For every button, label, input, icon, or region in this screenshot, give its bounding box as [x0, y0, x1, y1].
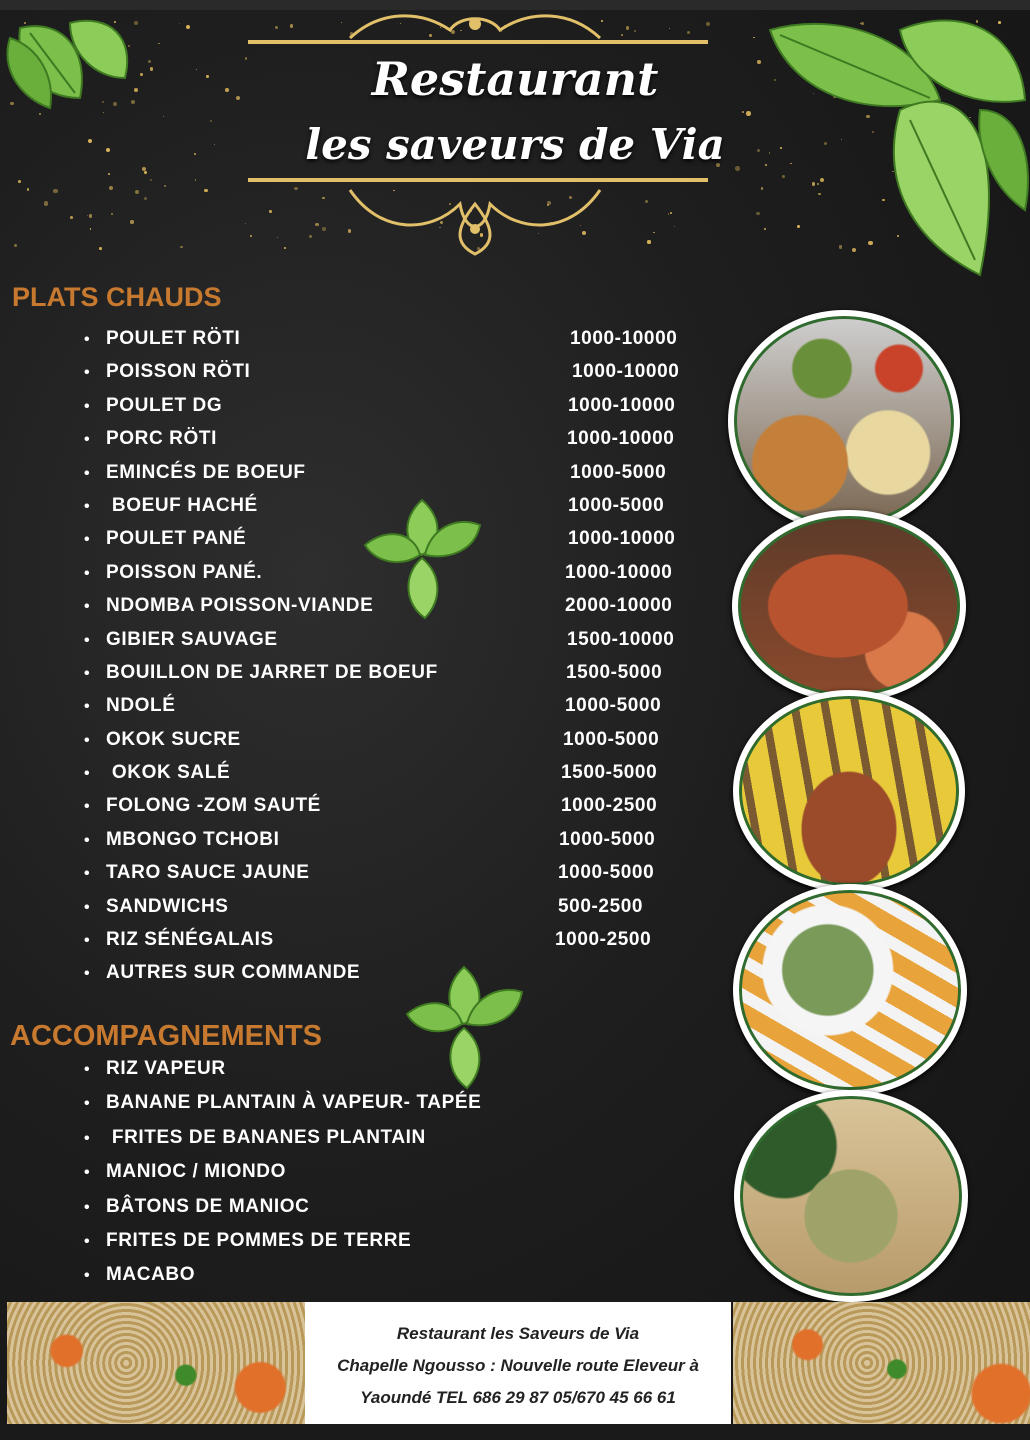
bullet-dot-icon: •	[84, 731, 91, 749]
accompagnement-name: BÂTONS DE MANIOC	[106, 1195, 310, 1217]
menu-item-name: AUTRES SUR COMMANDE	[106, 962, 361, 984]
footer-contact	[305, 1302, 731, 1424]
menu-item-name: OKOK SALÉ	[106, 762, 231, 784]
menu-item-name: SANDWICHS	[106, 895, 229, 917]
bullet-dot-icon: •	[84, 1232, 91, 1250]
sparkle-dot	[647, 240, 650, 243]
footer-photo-rice-left	[7, 1302, 305, 1424]
menu-item-name: POULET DG	[106, 394, 223, 416]
bullet-dot-icon: •	[84, 1267, 91, 1285]
bullet-dot-icon: •	[84, 664, 91, 682]
sparkle-dot	[204, 189, 207, 192]
footer-address: Chapelle Ngousso : Nouvelle route Eleveur à	[337, 1356, 699, 1375]
menu-item-name: GIBIER SAUVAGE	[106, 628, 278, 650]
gold-flourish-icon	[340, 184, 610, 256]
sparkle-dot	[669, 28, 670, 29]
sparkle-dot	[130, 220, 133, 223]
bullet-dot-icon: •	[84, 865, 91, 883]
accompagnement-item	[84, 1052, 481, 1086]
menu-item	[84, 656, 663, 689]
menu-item-name: BOEUF HACHÉ	[106, 494, 258, 516]
menu-item	[84, 689, 662, 722]
sparkle-dot	[99, 247, 102, 250]
menu-item	[84, 956, 438, 989]
bullet-dot-icon: •	[84, 364, 91, 382]
bullet-dot-icon: •	[84, 898, 91, 916]
sparkle-dot	[164, 185, 166, 187]
bullet-dot-icon: •	[84, 932, 91, 950]
top-border	[0, 0, 1030, 10]
bullet-dot-icon: •	[84, 965, 91, 983]
gold-flourish-icon	[340, 10, 610, 42]
plats-chauds-list	[84, 322, 680, 990]
menu-item-name: OKOK SUCRE	[106, 728, 241, 750]
sparkle-dot	[670, 212, 672, 214]
bullet-dot-icon: •	[84, 598, 91, 616]
menu-item-price: 1500-10000	[567, 628, 675, 650]
menu-item-price: 1000-5000	[559, 828, 656, 850]
menu-item-price: 1000-10000	[568, 394, 676, 416]
accompagnement-name: RIZ VAPEUR	[106, 1058, 226, 1079]
bullet-dot-icon: •	[84, 564, 91, 582]
menu-item	[84, 923, 652, 956]
sparkle-dot	[53, 189, 57, 193]
sparkle-dot	[294, 187, 297, 190]
accompagnement-item	[84, 1086, 481, 1120]
bullet-dot-icon: •	[84, 431, 91, 449]
accompagnement-item	[84, 1121, 481, 1155]
sparkle-dot	[309, 235, 312, 238]
menu-item	[84, 823, 656, 856]
menu-item-price: 1000-2500	[555, 929, 652, 951]
bullet-dot-icon: •	[84, 1129, 91, 1147]
menu-item	[84, 623, 675, 656]
sparkle-dot	[626, 26, 629, 29]
bullet-dot-icon: •	[84, 831, 91, 849]
sparkle-dot	[150, 179, 152, 181]
accompagnement-item	[84, 1155, 481, 1189]
food-photo-wrapped-dish	[734, 1090, 968, 1302]
accompagnement-item	[84, 1224, 481, 1258]
bullet-dot-icon: •	[84, 331, 91, 348]
accompagnement-name: BANANE PLANTAIN À VAPEUR- TAPÉE	[106, 1092, 482, 1114]
menu-item	[84, 856, 655, 889]
menu-item-price: 1000-10000	[570, 328, 678, 349]
menu-item	[84, 756, 658, 789]
footer-restaurant-name: Restaurant les Saveurs de Via	[396, 1324, 640, 1343]
menu-item-price: 1000-5000	[565, 695, 662, 717]
sparkle-dot	[645, 200, 648, 203]
menu-item-name: NDOMBA POISSON-VIANDE	[106, 595, 374, 617]
bullet-dot-icon: •	[84, 1095, 91, 1113]
restaurant-subtitle: les saveurs de Via	[305, 120, 725, 169]
sparkle-dot	[18, 180, 21, 183]
bullet-dot-icon: •	[84, 531, 91, 549]
footer-photo-rice-right	[733, 1302, 1030, 1424]
menu-item-price: 1000-10000	[568, 528, 676, 550]
menu-item-price: 2000-10000	[565, 595, 673, 617]
accompagnement-name: FRITES DE POMMES DE TERRE	[106, 1229, 412, 1251]
bullet-dot-icon: •	[84, 1061, 91, 1078]
sparkle-dot	[195, 179, 196, 180]
menu-item	[84, 355, 680, 388]
bottom-border	[0, 1424, 1030, 1440]
sparkle-dot	[277, 237, 278, 238]
sparkle-dot	[315, 223, 318, 226]
menu-item	[84, 789, 658, 822]
bullet-dot-icon: •	[84, 397, 91, 415]
sparkle-dot	[44, 201, 48, 205]
sparkle-dot	[163, 116, 164, 117]
gold-divider-bottom	[248, 178, 708, 182]
bullet-dot-icon: •	[84, 798, 91, 816]
bullet-dot-icon: •	[84, 497, 91, 515]
menu-item-price: 1000-2500	[561, 795, 658, 817]
sparkle-dot	[27, 188, 30, 191]
accompagnements-list	[84, 1052, 481, 1293]
menu-item-name: EMINCÉS DE BOEUF	[106, 461, 306, 483]
accompagnement-name: MANIOC / MIONDO	[106, 1161, 286, 1183]
menu-item-price: 1000-5000	[570, 461, 667, 483]
food-photo-plantain-dish	[733, 690, 965, 892]
bullet-dot-icon: •	[84, 698, 91, 716]
gold-divider-top	[248, 40, 708, 44]
menu-item-price: 1000-10000	[572, 361, 680, 383]
bullet-dot-icon: •	[84, 765, 91, 783]
menu-item-name: NDOLÉ	[106, 695, 176, 717]
accompagnement-item	[84, 1190, 481, 1224]
menu-item-name: POISSON RÖTI	[106, 361, 251, 383]
food-photo-grilled-chicken	[728, 310, 960, 532]
menu-item-name: RIZ SÉNÉGALAIS	[106, 929, 274, 951]
footer-phone: Yaoundé TEL 686 29 87 05/670 45 66 61	[360, 1388, 676, 1407]
accompagnement-name: MACABO	[106, 1264, 196, 1286]
sparkle-dot	[746, 111, 750, 115]
menu-item-price: 500-2500	[558, 895, 644, 917]
restaurant-title: Restaurant	[371, 52, 659, 106]
menu-item	[84, 723, 660, 756]
menu-item	[84, 456, 667, 489]
section-heading-accompagnements: ACCOMPAGNEMENTS	[10, 1020, 323, 1052]
food-photo-roasted-fish	[732, 510, 966, 702]
bullet-dot-icon: •	[84, 1164, 91, 1182]
menu-item	[84, 422, 675, 455]
menu-item-name: POISSON PANÉ.	[106, 561, 263, 583]
menu-item-name: MBONGO TCHOBI	[106, 828, 280, 850]
accompagnement-name: FRITES DE BANANES PLANTAIN	[106, 1126, 426, 1148]
sparkle-dot	[269, 210, 272, 213]
menu-item-price: 1000-10000	[567, 428, 675, 450]
menu-item	[84, 389, 676, 422]
sparkle-dot	[14, 244, 17, 247]
menu-item-price: 1500-5000	[566, 661, 663, 683]
menu-item-name: BOUILLON DE JARRET DE BOEUF	[106, 661, 438, 683]
bullet-dot-icon: •	[84, 631, 91, 649]
accompagnement-item	[84, 1258, 481, 1292]
sparkle-dot	[144, 197, 147, 200]
menu-item-name: FOLONG -ZOM SAUTÉ	[106, 795, 321, 817]
section-heading-plats-chauds: PLATS CHAUDS	[12, 282, 222, 312]
sparkle-dot	[89, 214, 92, 217]
menu-item-price: 1500-5000	[561, 762, 658, 784]
menu-item-price: 1000-10000	[565, 561, 673, 583]
menu-item-price: 1000-5000	[563, 728, 660, 750]
menu-item-price: 1000-5000	[568, 494, 665, 516]
food-photo-soup-plantain	[733, 884, 967, 1096]
bullet-dot-icon: •	[84, 464, 91, 482]
menu-item-name: TARO SAUCE JAUNE	[106, 862, 310, 884]
menu-item-name: POULET RÖTI	[106, 328, 241, 349]
menu-item-name: PORC RÖTI	[106, 428, 217, 450]
basil-leaf-icon	[360, 490, 485, 620]
menu-item	[84, 890, 644, 923]
sparkle-dot	[111, 213, 113, 215]
menu-item-price: 1000-5000	[558, 862, 655, 884]
menu-item	[84, 322, 678, 355]
bullet-dot-icon: •	[84, 1198, 91, 1216]
menu-item-name: POULET PANÉ	[106, 528, 247, 550]
